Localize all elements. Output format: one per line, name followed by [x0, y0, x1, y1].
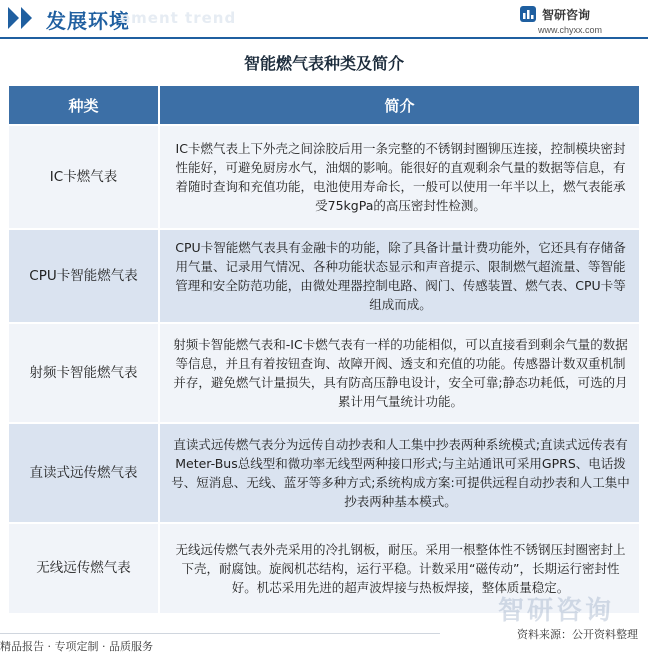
brand-logo-block [520, 4, 630, 36]
row-type: 射频卡智能燃气表 [9, 323, 159, 423]
table-row [9, 125, 639, 229]
footer-slogan: 精品报告 · 专项定制 · 品质服务 [0, 640, 153, 653]
row-type: CPU卡智能燃气表 [9, 229, 159, 323]
table-row [9, 423, 639, 523]
row-type: 无线远传燃气表 [9, 523, 159, 613]
bottom-watermark: 智研咨询 [497, 596, 614, 626]
table-row [9, 323, 639, 423]
chevron-right-icon [8, 7, 19, 29]
row-type: 直读式远传燃气表 [9, 423, 159, 523]
row-desc: CPU卡智能燃气表具有金融卡的功能，除了具备计量计费功能外，它还具有存储备用气量、记录用气情况、各种功能状态显示和声音提示、限制燃气超流量、等智能管理和安全防范功能，由微处理器控制电路、阀门、传感装置、燃气表、CPU卡等组成而成。 [159, 229, 639, 323]
brand-name: 智研咨询 [542, 8, 591, 22]
footer-divider [0, 633, 440, 634]
source-note: 资料来源：公开资料整理 [517, 628, 638, 641]
row-desc: 无线远传燃气表外壳采用的冷扎钢板，耐压。采用一根整体性不锈钢压封圈密封上下壳，耐腐蚀。旋阀机芯结构，运行平稳。计数采用“磁传动”，长期运行密封性好。机芯采用先进的超声波焊接与热板焊接，整体质量稳定。 [159, 523, 639, 613]
gas-meter-table [9, 86, 639, 613]
header-bar [0, 0, 648, 38]
header-watermark: ement trend [120, 9, 237, 27]
section-title: 发展环境 [46, 9, 130, 33]
header-divider [0, 37, 648, 39]
column-header-type: 种类 [9, 86, 159, 125]
brand-url: www.chyxx.com [538, 25, 603, 35]
table-header-row [9, 86, 639, 125]
column-header-desc: 简介 [159, 86, 639, 125]
table-row [9, 229, 639, 323]
row-desc: 直读式远传燃气表分为远传自动抄表和人工集中抄表两种系统模式;直读式远传表有Meter-Bus总线型和微功率无线型两种接口形式;与主站通讯可采用GPRS、电话拨号、短消息、无线、蓝牙等多种方式;系统构成方案:可提供远程自动抄表和人工集中抄表两种基本模式。 [159, 423, 639, 523]
brand-logo-icon [520, 6, 536, 22]
row-type: IC卡燃气表 [9, 125, 159, 229]
row-desc: IC卡燃气表上下外壳之间涂胶后用一条完整的不锈钢封圈铆压连接，控制模块密封性能好，可避免厨房水气，油烟的影响。能很好的直观剩余气量的数据等信息，有着随时查询和充值功能，电池使用寿命长，一般可以使用一年半以上，燃气表能承受75kgPa的高压密封性检测。 [159, 125, 639, 229]
chevron-right-icon [21, 7, 32, 29]
row-desc: 射频卡智能燃气表和-IC卡燃气表有一样的功能相似，可以直接看到剩余气量的数据等信息，并且有着按钮查询、故障开阀、透支和充值的功能。传感器计数双重机制并存，避免燃气计量损失，具有防高压静电设计，安全可靠;静态功耗低，可选的月累计用气量统计功能。 [159, 323, 639, 423]
table-title: 智能燃气表种类及简介 [243, 54, 404, 73]
